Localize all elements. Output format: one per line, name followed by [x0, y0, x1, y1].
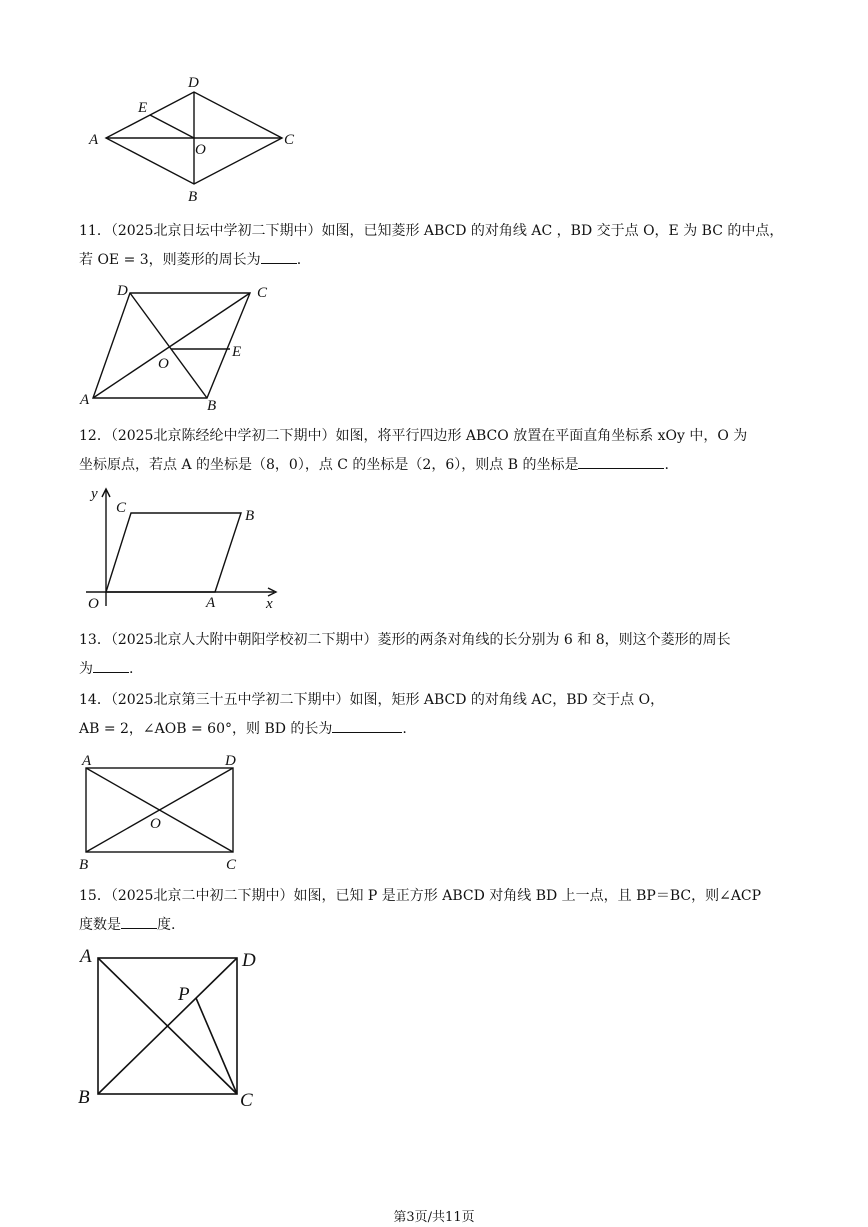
label-x: x	[266, 596, 273, 612]
segment-pc	[196, 998, 237, 1094]
label-e: E	[232, 344, 242, 360]
label-o: O	[150, 816, 161, 832]
figure-q14-rectangle	[0, 748, 868, 876]
q13-line2-text: 为	[79, 661, 93, 677]
label-b: B	[188, 189, 198, 205]
q14-line1: 14．（2025北京第三十五中学初二下期中）如图，矩形 ABCD 的对角线 AC，BD 交于点 O，	[79, 692, 665, 708]
q13-line2-end: .	[129, 661, 134, 677]
label-a: A	[206, 595, 216, 611]
q14-line2-text: AB = 2，∠AOB = 60°，则 BD 的长为	[79, 721, 333, 737]
q12-line1: 12．（2025北京陈经纶中学初二下期中）如图，将平行四边形 ABCO 放置在平面直角坐标系 xOy 中，O 为	[79, 428, 748, 444]
label-b: B	[78, 1087, 90, 1108]
q15-line2-text: 度数是	[79, 917, 121, 933]
answer-blank[interactable]	[578, 454, 664, 469]
answer-blank[interactable]	[93, 658, 129, 673]
label-d: D	[188, 75, 199, 91]
answer-blank[interactable]	[261, 249, 297, 264]
q13-line2	[79, 655, 798, 684]
label-b: B	[207, 398, 217, 414]
label-a: A	[89, 132, 99, 148]
segment-oe	[150, 115, 194, 138]
figure-q15-square	[0, 940, 868, 1115]
q14-line2	[79, 715, 798, 744]
label-p: P	[178, 984, 190, 1005]
question-15	[79, 882, 798, 940]
figure-q12-coordinate-parallelogram	[0, 480, 868, 615]
label-c: C	[284, 132, 295, 148]
label-y: y	[91, 486, 98, 502]
label-o: O	[195, 142, 206, 158]
q11-line2	[79, 246, 798, 275]
label-c: C	[226, 857, 237, 873]
label-c: C	[240, 1090, 253, 1111]
q12-line2-text: 坐标原点，若点 A 的坐标是（8，0），点 C 的坐标是（2，6），则点 B 的坐标是	[79, 457, 579, 473]
question-14	[79, 686, 798, 744]
label-e: E	[138, 100, 148, 116]
figure-q11-rhombus	[0, 275, 868, 415]
label-d: D	[242, 950, 256, 971]
q11-line1: 11．（2025北京日坛中学初二下期中）如图，已知菱形 ABCD 的对角线 AC ，BD 交于点 O，E 为 BC 的中点，	[79, 223, 784, 239]
q14-line2-end: .	[402, 721, 407, 737]
page-number: 第3页/共11页	[393, 1210, 475, 1225]
question-11	[79, 217, 798, 275]
q13-line1: 13．（2025北京人大附中朝阳学校初二下期中）菱形的两条对角线的长分别为 6 和 8，则这个菱形的周长	[79, 632, 731, 648]
q15-line1: 15．（2025北京二中初二下期中）如图，已知 P 是正方形 ABCD 对角线 BD 上一点，且 BP＝BC，则∠ACP	[79, 888, 762, 904]
label-a: A	[82, 753, 92, 769]
answer-blank[interactable]	[121, 914, 157, 929]
answer-blank[interactable]	[332, 718, 402, 733]
label-a: A	[80, 946, 92, 967]
label-d: D	[117, 283, 128, 299]
question-12	[79, 422, 798, 480]
label-o: O	[158, 356, 169, 372]
q15-line2	[79, 911, 798, 940]
diagonal-bd	[130, 293, 207, 398]
q11-line2-text: 若 OE = 3，则菱形的周长为	[79, 252, 261, 268]
label-c: C	[116, 500, 127, 516]
question-13	[79, 626, 798, 684]
figure-rhombus-top	[0, 0, 868, 215]
label-a: A	[80, 392, 90, 408]
q15-line2-end: 度.	[157, 917, 176, 933]
label-o: O	[88, 596, 99, 612]
label-b: B	[245, 508, 255, 524]
q12-line2	[79, 451, 798, 480]
label-c: C	[257, 285, 268, 301]
label-d: D	[225, 753, 236, 769]
parallelogram-abco	[106, 513, 241, 592]
label-b: B	[79, 857, 89, 873]
q11-line2-end: .	[296, 252, 302, 268]
diagonal-ac	[93, 293, 250, 398]
q12-line2-end: .	[664, 457, 669, 473]
